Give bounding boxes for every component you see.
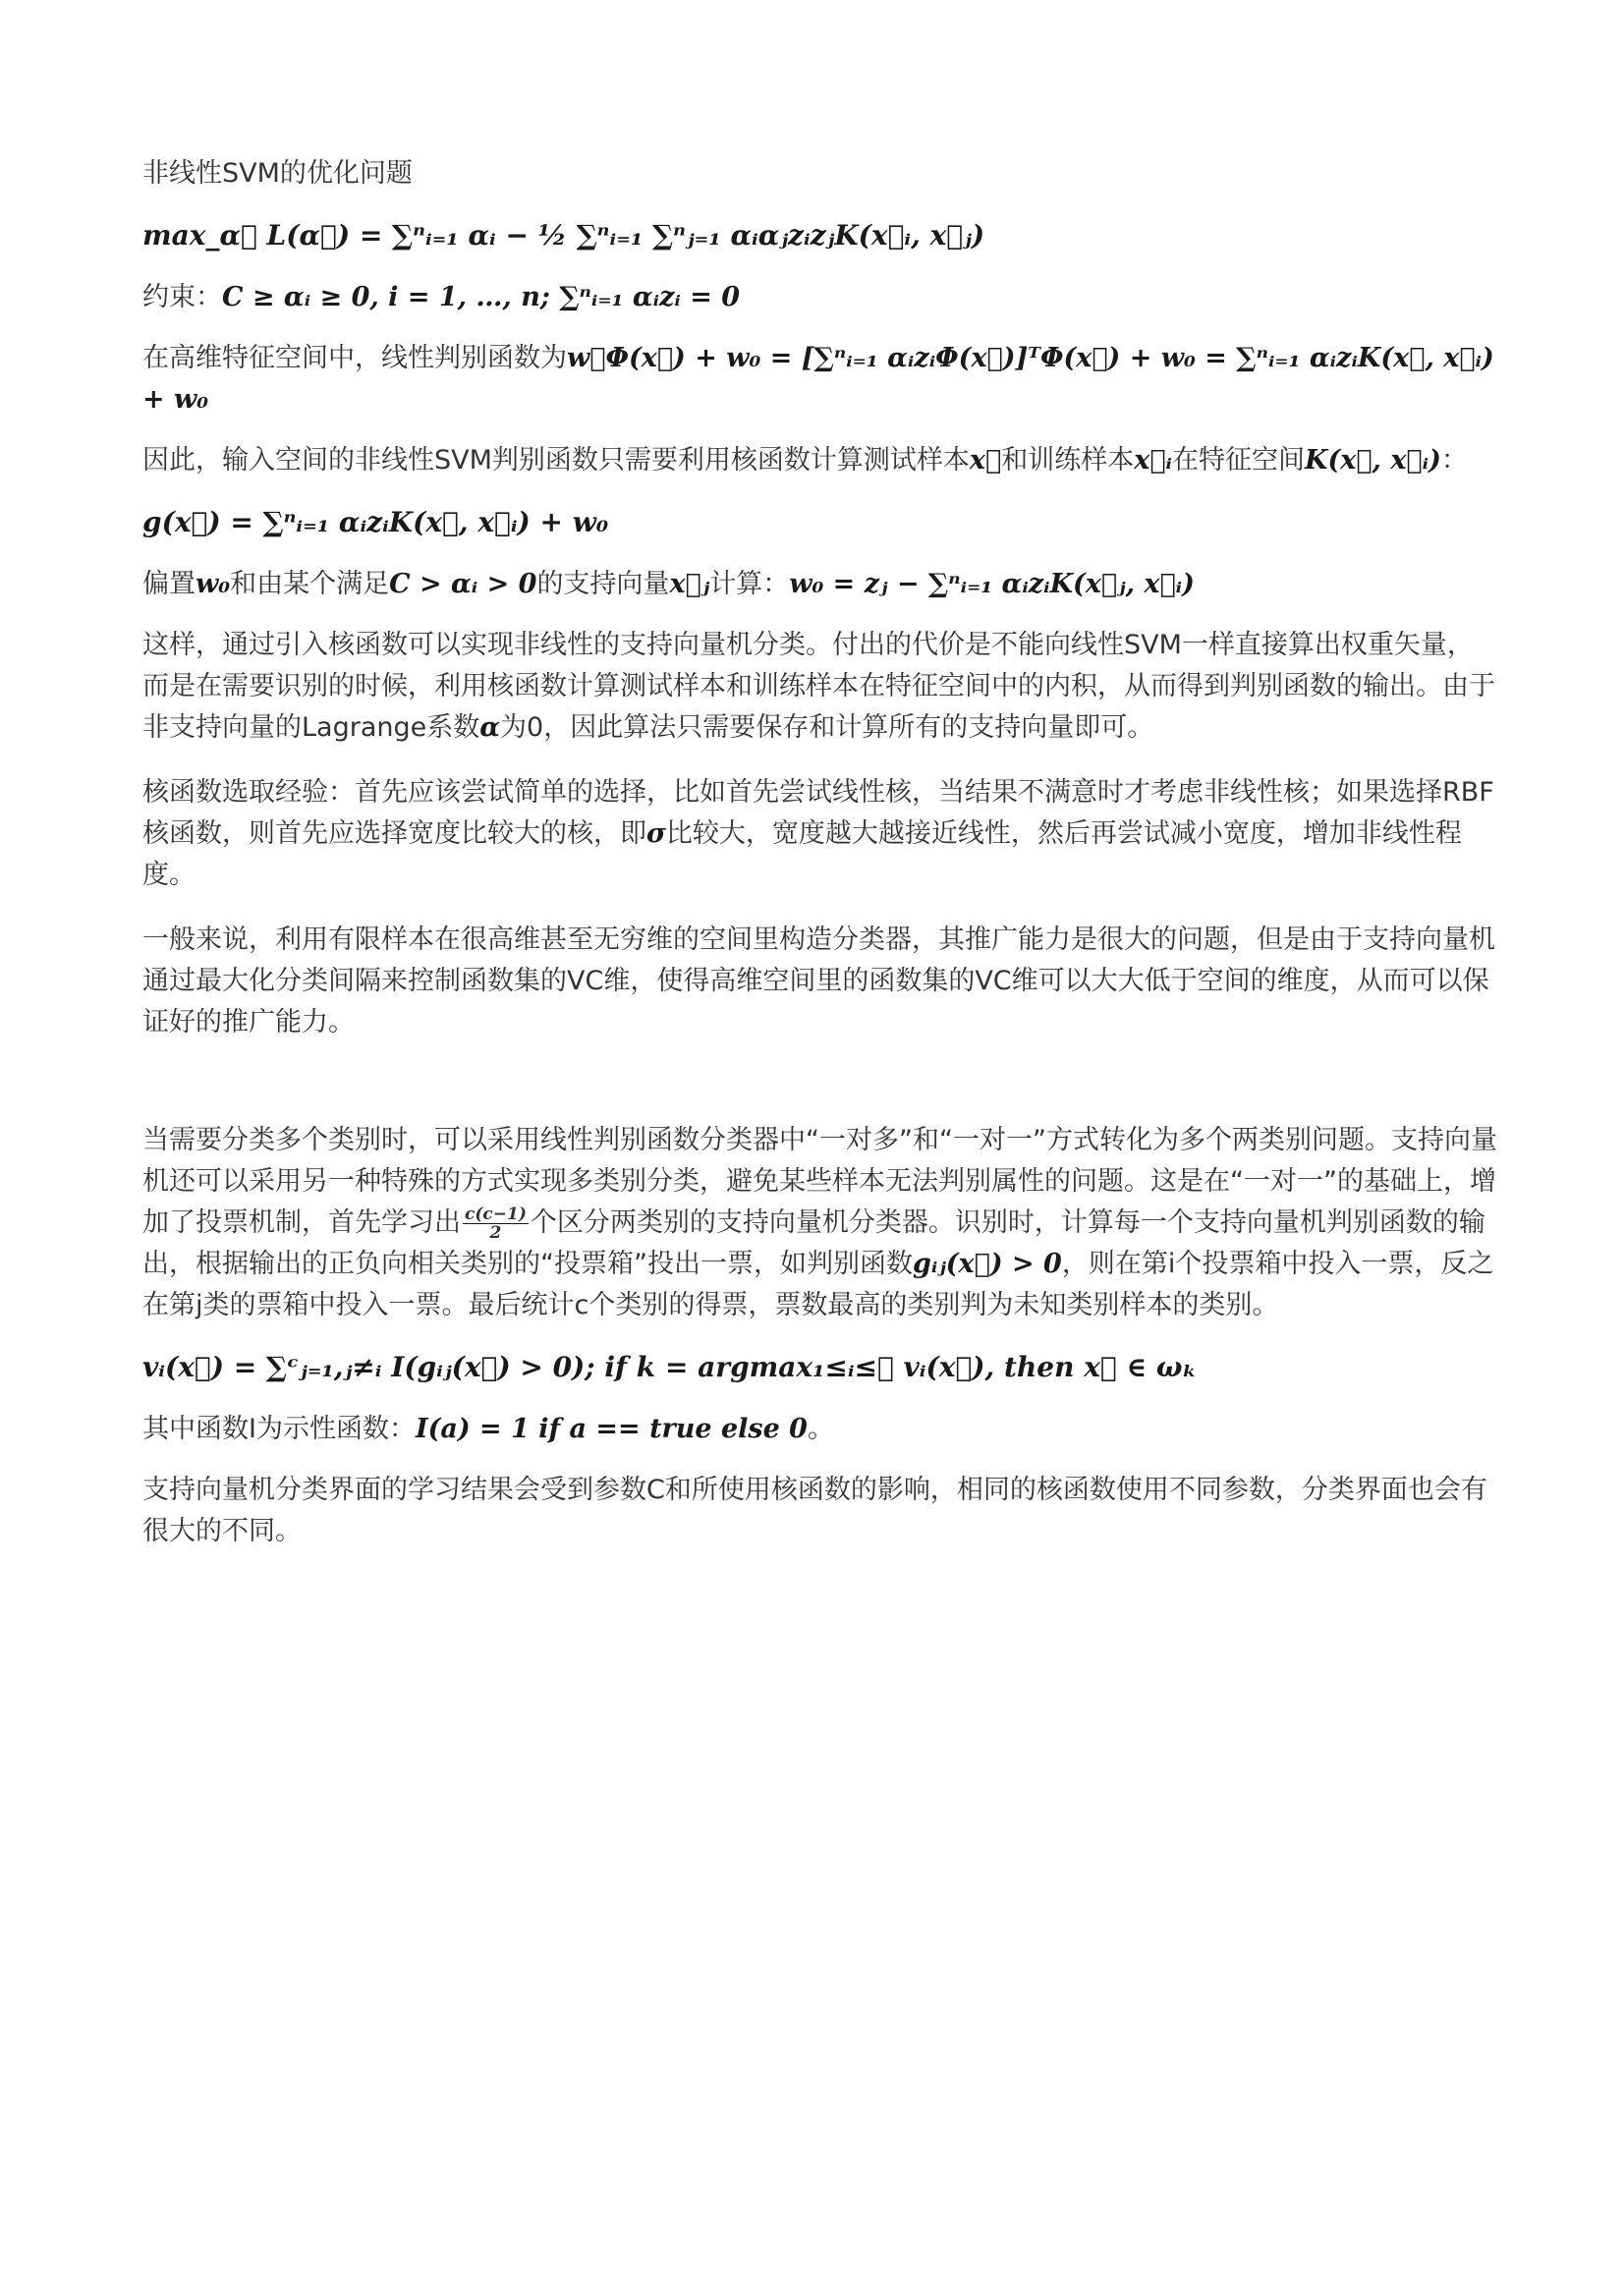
indicator-end: 。 <box>807 1414 834 1444</box>
therefore-math-xi: x⃗ᵢ <box>1134 445 1172 476</box>
dual-objective-equation: max_α⃗ L(α⃗) = ∑ⁿᵢ₌₁ αᵢ − ½ ∑ⁿᵢ₌₁ ∑ⁿⱼ₌₁ αᵢαⱼzᵢzⱼK(x⃗ᵢ, x⃗ⱼ) <box>142 219 985 252</box>
feature-space-math: w⃗Φ(x⃗) + w₀ = [∑ⁿᵢ₌₁ αᵢzᵢΦ(x⃗)]ᵀΦ(x⃗) + w₀ = ∑ⁿᵢ₌₁ αᵢzᵢK(x⃗, x⃗ᵢ) + w₀ <box>142 343 1494 415</box>
therefore-math-k: K(x⃗, x⃗ᵢ) <box>1304 445 1441 476</box>
kernel-paragraph-text-a: 这样，通过引入核函数可以实现非线性的支持向量机分类。付出的代价是不能向线性SVM一样直接算出权重矢量，而是在需要识别的时候，利用核函数计算测试样本和训练样本在特征空间中的内积，从而得到判别函数的输出。由于非支持向量的Lagrange系数 <box>142 630 1495 743</box>
therefore-text-d: ： <box>1440 445 1468 476</box>
multiclass-text-a: 当需要分类多个类别时，可以采用线性判别函数分类器中“一对多”和“一对一”方式转化为多个两类别问题。支持向量机还可以采用另一种特殊的方式实现多类别分类，避免某些样本无法判别属性的问题。这是在“一对一”的基础上，增加了投票机制，首先学习出 <box>142 1125 1497 1238</box>
bias-math-cond: C > αᵢ > 0 <box>389 569 537 599</box>
bias-math-xj: x⃗ⱼ <box>669 569 710 599</box>
bias-text-c: 的支持向量 <box>536 569 670 599</box>
section-title: 非线性SVM的优化问题 <box>142 158 413 189</box>
bias-text-d: 计算： <box>709 569 790 599</box>
final-paragraph: 支持向量机分类界面的学习结果会受到参数C和所使用核函数的影响，相同的核函数使用不同参数，分类界面也会有很大的不同。 <box>142 1475 1487 1546</box>
multiclass-text-b: 个区分两类别的支持向量机分类器。识别时，计算每一个支持向量机判别函数的输出，根据输出的正负向相关类别的“投票箱”投出一票，如判别函数 <box>142 1207 1485 1279</box>
voting-equation: vᵢ(x⃗) = ∑ᶜⱼ₌₁,ⱼ≠ᵢ I(gᵢⱼ(x⃗) > 0); if k = argmax₁≤ᵢ≤꜀ vᵢ(x⃗), then x⃗ ∈ ωₖ <box>142 1351 1198 1383</box>
fraction-numerator: c(c−1) <box>465 1204 527 1224</box>
kernel-paragraph-alpha: α <box>479 712 501 743</box>
constraint-label: 约束： <box>142 282 222 312</box>
bias-text-a: 偏置 <box>142 569 196 599</box>
feature-space-text: 在高维特征空间中，线性判别函数为 <box>142 343 567 373</box>
constraint-line <box>142 277 1498 318</box>
classifier-count-fraction <box>463 1205 529 1242</box>
multiclass-math: gᵢⱼ(x⃗) > 0 <box>912 1249 1062 1279</box>
kernel-choice-text-b: 比较大，宽度越大越接近线性，然后再尝试减小宽度，增加非线性程度。 <box>142 818 1462 890</box>
constraint-math: C ≥ αᵢ ≥ 0, i = 1, …, n; ∑ⁿᵢ₌₁ αᵢzᵢ = 0 <box>222 282 741 312</box>
kernel-paragraph-text-b: 为0，因此算法只需要保存和计算所有的支持向量即可。 <box>500 712 1154 743</box>
feature-space-line <box>142 338 1498 420</box>
therefore-text-c: 在特征空间 <box>1171 445 1305 476</box>
therefore-text-b: 和训练样本 <box>1001 445 1135 476</box>
indicator-math: I(a) = 1 if a == true else 0 <box>415 1414 808 1444</box>
multiclass-text-c: ，则在第i个投票箱中投入一票，反之在第j类的票箱中投入一票。最后统计c个类别的得票，票数最高的类别判为未知类别样本的类别。 <box>142 1249 1494 1320</box>
kernel-choice-sigma: σ <box>646 818 666 849</box>
fraction-denominator: 2 <box>489 1223 502 1243</box>
kernel-paragraph <box>142 625 1498 749</box>
bias-math-w0: w₀ <box>196 569 231 599</box>
bias-text-b: 和由某个满足 <box>230 569 390 599</box>
decision-function-equation: g(x⃗) = ∑ⁿᵢ₌₁ αᵢzᵢK(x⃗, x⃗ᵢ) + w₀ <box>142 506 609 538</box>
kernel-choice-text-a: 核函数选取经验：首先应该尝试简单的选择，比如首先尝试线性核，当结果不满意时才考虑非线性核；如果选择RBF核函数，则首先应选择宽度比较大的核，即 <box>142 777 1494 849</box>
bias-line <box>142 564 1498 605</box>
document-page <box>142 153 1498 1552</box>
therefore-math-x: x⃗ <box>969 445 1002 476</box>
generalization-paragraph: 一般来说，利用有限样本在很高维甚至无穷维的空间里构造分类器，其推广能力是很大的问题，但是由于支持向量机通过最大化分类间隔来控制函数集的VC维，使得高维空间里的函数集的VC维可以大大低于空间的维度，从而可以保证好的推广能力。 <box>142 924 1495 1037</box>
therefore-text-a: 因此，输入空间的非线性SVM判别函数只需要利用核函数计算测试样本 <box>142 445 970 476</box>
indicator-line <box>142 1409 1498 1450</box>
kernel-choice-paragraph <box>142 772 1498 896</box>
bias-math-eq: w₀ = zⱼ − ∑ⁿᵢ₌₁ αᵢzᵢK(x⃗ⱼ, x⃗ᵢ) <box>789 569 1195 599</box>
multiclass-paragraph <box>142 1120 1498 1326</box>
therefore-line <box>142 440 1498 481</box>
indicator-text: 其中函数I为示性函数： <box>142 1414 416 1444</box>
